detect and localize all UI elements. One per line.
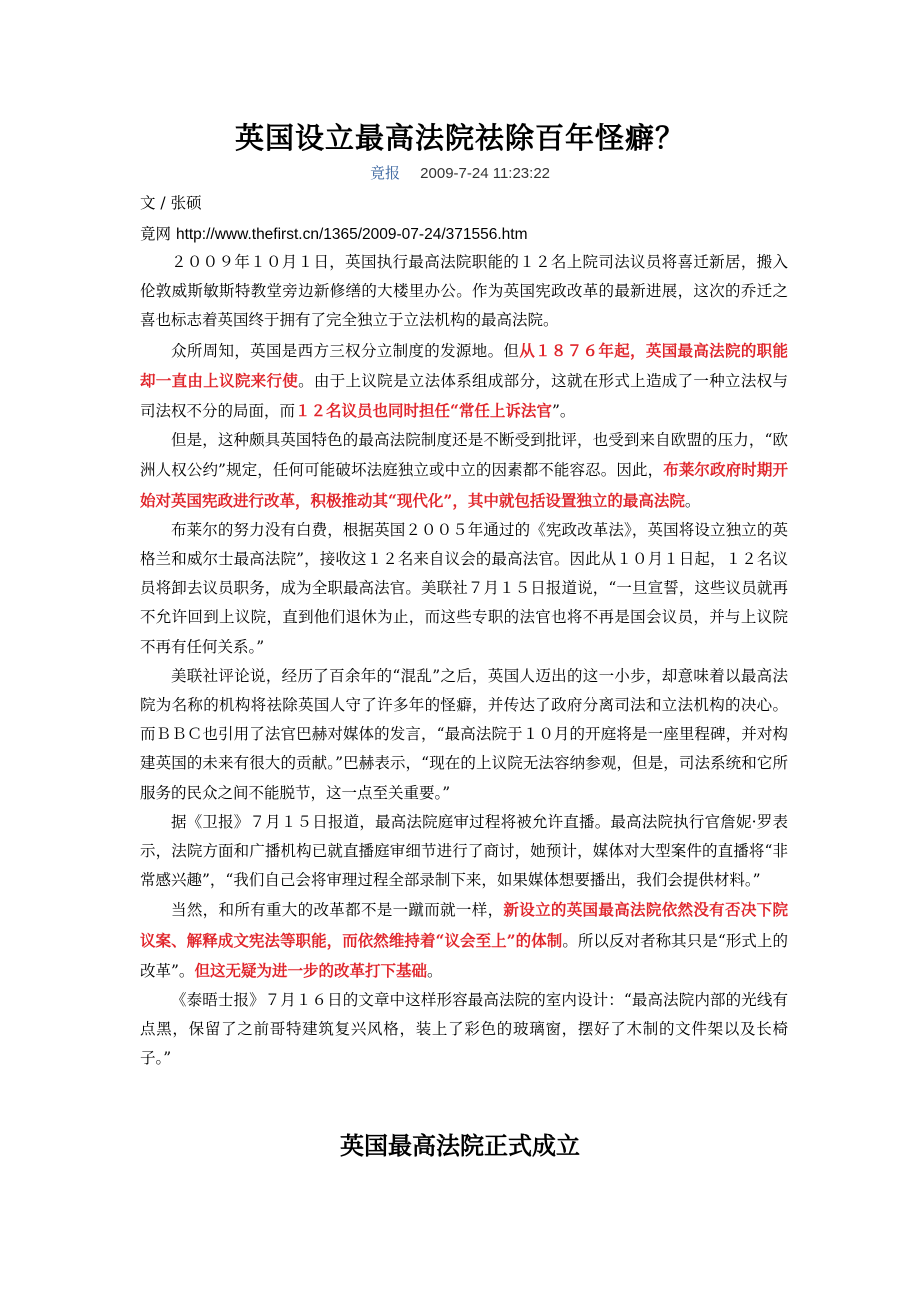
article-meta (0, 162, 920, 183)
paragraph-text: 布莱尔的努力没有白费，根据英国２００５年通过的《宪政改革法》，英国将设立独立的英格兰和威尔士最高法院”，接收这１２名来自议会的最高法官。因此从１０月１日起，１２名议员将卸去议员职务，成为全职最高法官。美联社７月１５日报道说，“一旦宣誓，这些议员就再不允许回到上议院，直到他们退休为止，而这些专职的法官也将不再是国会议员，并与上议院不再有任何关系。” (140, 520, 788, 656)
article-paragraph (140, 336, 788, 427)
url-label: 竟网 (140, 225, 172, 243)
paragraph-text: 美联社评论说，经历了百余年的“混乱”之后，英国人迈出的这一小步，却意味着以最高法院为名称的机构将祛除英国人守了许多年的怪癖，并传达了政府分离司法和立法机构的决心。而ＢＢＣ也引用了法官巴赫对媒体的发言，“最高法院于１０月的开庭将是一座里程碑，并对构建英国的未来有很大的贡献。”巴赫表示，“现在的上议院无法容纳参观，但是，司法系统和它所服务的民众之间不能脱节，这一点至关重要。” (140, 666, 788, 802)
section-heading: 英国最高法院正式成立 (340, 1132, 580, 1160)
article-body (140, 248, 788, 1074)
article-paragraph (140, 516, 788, 662)
paragraph-text: ”。 (551, 402, 576, 421)
article-paragraph (140, 248, 788, 336)
paragraph-text: 但是，这种颇具英国特色的最高法院制度还是不断受到批评，也受到来自欧盟的压力，“欧洲人权公约”规定，任何可能破坏法庭独立或中立的因素都不能容忍。因此， (140, 431, 788, 480)
paragraph-text: 《泰晤士报》７月１６日的文章中这样形容最高法院的室内设计：“最高法院内部的光线有点黑，保留了之前哥特建筑复兴风格，装上了彩色的玻璃窗，摆好了木制的文件架以及长椅子。” (140, 991, 788, 1068)
article-paragraph (140, 895, 788, 986)
highlighted-text: 新设立的英国最高法院依然没有否决下院议案、解释成文宪法等职能，而依然维持着“议会至上”的体制 (140, 900, 788, 950)
highlighted-text: １２名议员也同时担任“常任上诉法官 (295, 401, 552, 421)
article-paragraph (140, 662, 788, 808)
article-paragraph (140, 808, 788, 896)
source-link[interactable]: 竟报 (369, 165, 400, 182)
paragraph-text: 。 (684, 491, 701, 510)
source-url[interactable]: http://www.thefirst.cn/1365/2009-07-24/371556.htm (175, 226, 528, 243)
article-paragraph (140, 426, 788, 516)
paragraph-text: 众所周知，英国是西方三权分立制度的发源地。但 (171, 341, 520, 360)
article-paragraph (140, 986, 788, 1074)
byline: 文 / 张硕 (140, 194, 202, 212)
paragraph-text: ２００９年１０月１日，英国执行最高法院职能的１２名上院司法议员将喜迁新居，搬入伦敦威斯敏斯特教堂旁边新修缮的大楼里办公。作为英国宪政改革的最新进展，这次的乔迁之喜也标志着英国终于拥有了完全独立于立法机构的最高法院。 (140, 253, 788, 330)
publish-date: 2009-7-24 11:23:22 (420, 165, 551, 182)
article-title: 英国设立最高法院祛除百年怪癖？ (234, 121, 685, 155)
source-url-line (140, 222, 528, 244)
paragraph-text: 。 (426, 961, 443, 980)
paragraph-text: 。所以反对者称其只是“形式上的改革”。 (140, 931, 788, 980)
highlighted-text: 从１８７６年起，英国最高法院的职能却一直由上议院来行使 (140, 340, 788, 390)
paragraph-text: 据《卫报》７月１５日报道，最高法院庭审过程将被允许直播。最高法院执行官詹妮·罗表示，法院方面和广播机构已就直播庭审细节进行了商讨，她预计，媒体对大型案件的直播将“非常感兴趣”，“我们自己会将审理过程全部录制下来，如果媒体想要播出，我们会提供材料。” (140, 812, 788, 890)
paragraph-text: 。由于上议院是立法体系组成部分，这就在形式上造成了一种立法权与司法权不分的局面，而 (140, 371, 788, 421)
paragraph-text: 当然，和所有重大的改革都不是一蹴而就一样， (171, 901, 504, 920)
highlighted-text: 布莱尔政府时期开始对英国宪政进行改革，积极推动其“现代化”，其中就包括设置独立的最高法院 (140, 460, 788, 510)
highlighted-text: 但这无疑为进一步的改革打下基础 (194, 960, 427, 980)
